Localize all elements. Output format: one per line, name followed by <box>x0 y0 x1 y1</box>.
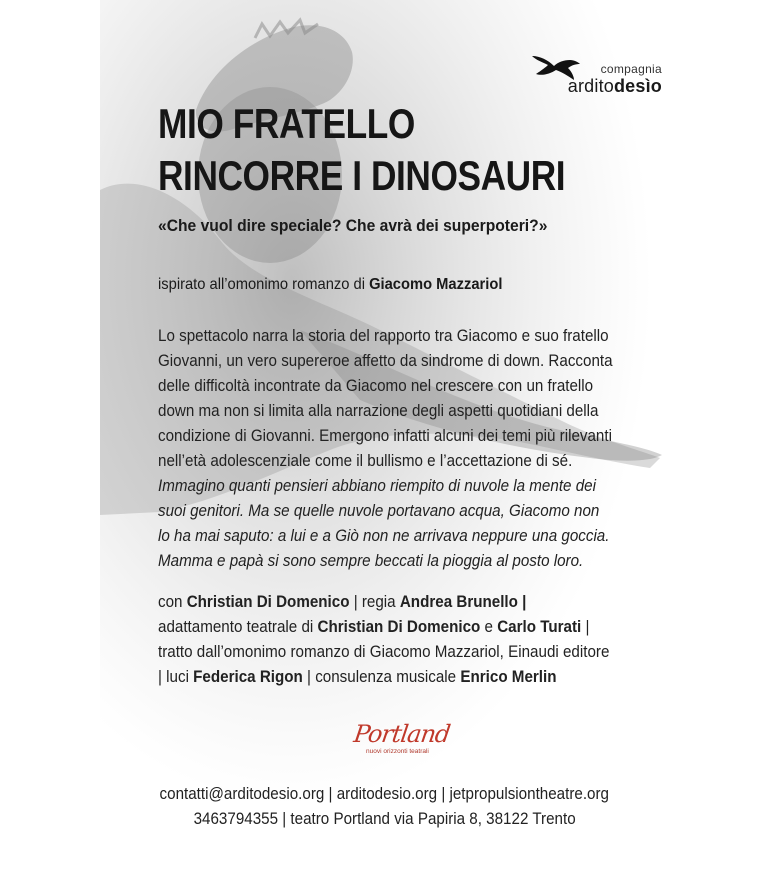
credits-text: e <box>480 618 498 636</box>
credits-music: Enrico Merlin <box>460 668 557 686</box>
portland-logo <box>354 720 458 758</box>
description-line: nell’età adolescenziale come il bullismo e l’accettazione di sé. <box>158 452 573 470</box>
credits-text: | luci <box>158 668 194 686</box>
credits-text: | <box>581 618 590 636</box>
logo-brand-regular: ardito <box>567 76 614 96</box>
description-line: Giovanni, un vero supereroe affetto da sindrome di down. Racconta <box>158 352 613 370</box>
credits-adapter: Carlo Turati <box>497 618 582 636</box>
credits-text: | consulenza musicale <box>302 668 461 686</box>
credits-line-source: tratto dall’omonimo romanzo di Giacomo Mazzariol, Einaudi editore <box>158 643 610 661</box>
quote-line: suoi genitori. Ma se quelle nuvole portavano acqua, Giacomo non <box>158 502 600 520</box>
quote-line: Immagino quanti pensieri abbiano riempito di nuvole la mente dei <box>158 477 596 495</box>
contacts-block <box>0 782 769 832</box>
description-line: condizione di Giovanni. Emergono infatti alcuni dei temi più rilevanti <box>158 427 612 445</box>
description-paragraph <box>158 324 655 574</box>
description-line: Lo spettacolo narra la storia del rapporto tra Giacomo e suo fratello <box>158 327 609 345</box>
credits-text: | regia <box>349 593 400 611</box>
title-line-1: MIO FRATELLO <box>158 100 415 147</box>
credits-line-crew <box>158 665 655 690</box>
page-title <box>158 98 565 202</box>
logo-compagnia-text: compagnia <box>600 62 662 76</box>
logo-brand-text <box>568 76 662 97</box>
logo-brand-bold: desìo <box>613 76 662 96</box>
quote-line: Mamma e papà si sono sempre beccati la pioggia al posto loro. <box>158 552 584 570</box>
title-line-2: RINCORRE I DINOSAURI <box>158 152 566 199</box>
credits-block <box>158 590 655 690</box>
credits-adapter: Christian Di Domenico <box>317 618 481 636</box>
description-line: down ma non si limita alla narrazione degli aspetti quotidiani della <box>158 402 599 420</box>
compagnia-logo <box>530 48 670 98</box>
contacts-line-web: contatti@arditodesio.org | arditodesio.org | jetpropulsiontheatre.org <box>159 785 610 803</box>
inspired-author: Giacomo Mazzariol <box>369 276 503 293</box>
inspired-by-line <box>158 276 502 294</box>
credits-lights: Federica Rigon <box>193 668 303 686</box>
credits-actor: Christian Di Domenico <box>186 593 350 611</box>
quote-line: lo ha mai saputo: a lui e a Giò non ne arrivava neppure una goccia. <box>158 527 610 545</box>
portland-logo-tagline: nuovi orizzonti teatrali <box>366 748 429 755</box>
credits-director: Andrea Brunello | <box>399 593 527 611</box>
credits-line-adaptation <box>158 615 655 640</box>
credits-line-cast <box>158 590 655 615</box>
portland-logo-name: Portland <box>352 720 452 748</box>
subtitle-quote: «Che vuol dire speciale? Che avrà dei superpoteri?» <box>158 216 548 235</box>
credits-text: adattamento teatrale di <box>158 618 318 636</box>
description-line: delle difficoltà incontrate da Giacomo nel crescere con un fratello <box>158 377 594 395</box>
contacts-line-address: 3463794355 | teatro Portland via Papiria 8, 38122 Trento <box>193 810 576 828</box>
credits-text: con <box>158 593 187 611</box>
inspired-prefix: ispirato all’omonimo romanzo di <box>158 276 370 293</box>
